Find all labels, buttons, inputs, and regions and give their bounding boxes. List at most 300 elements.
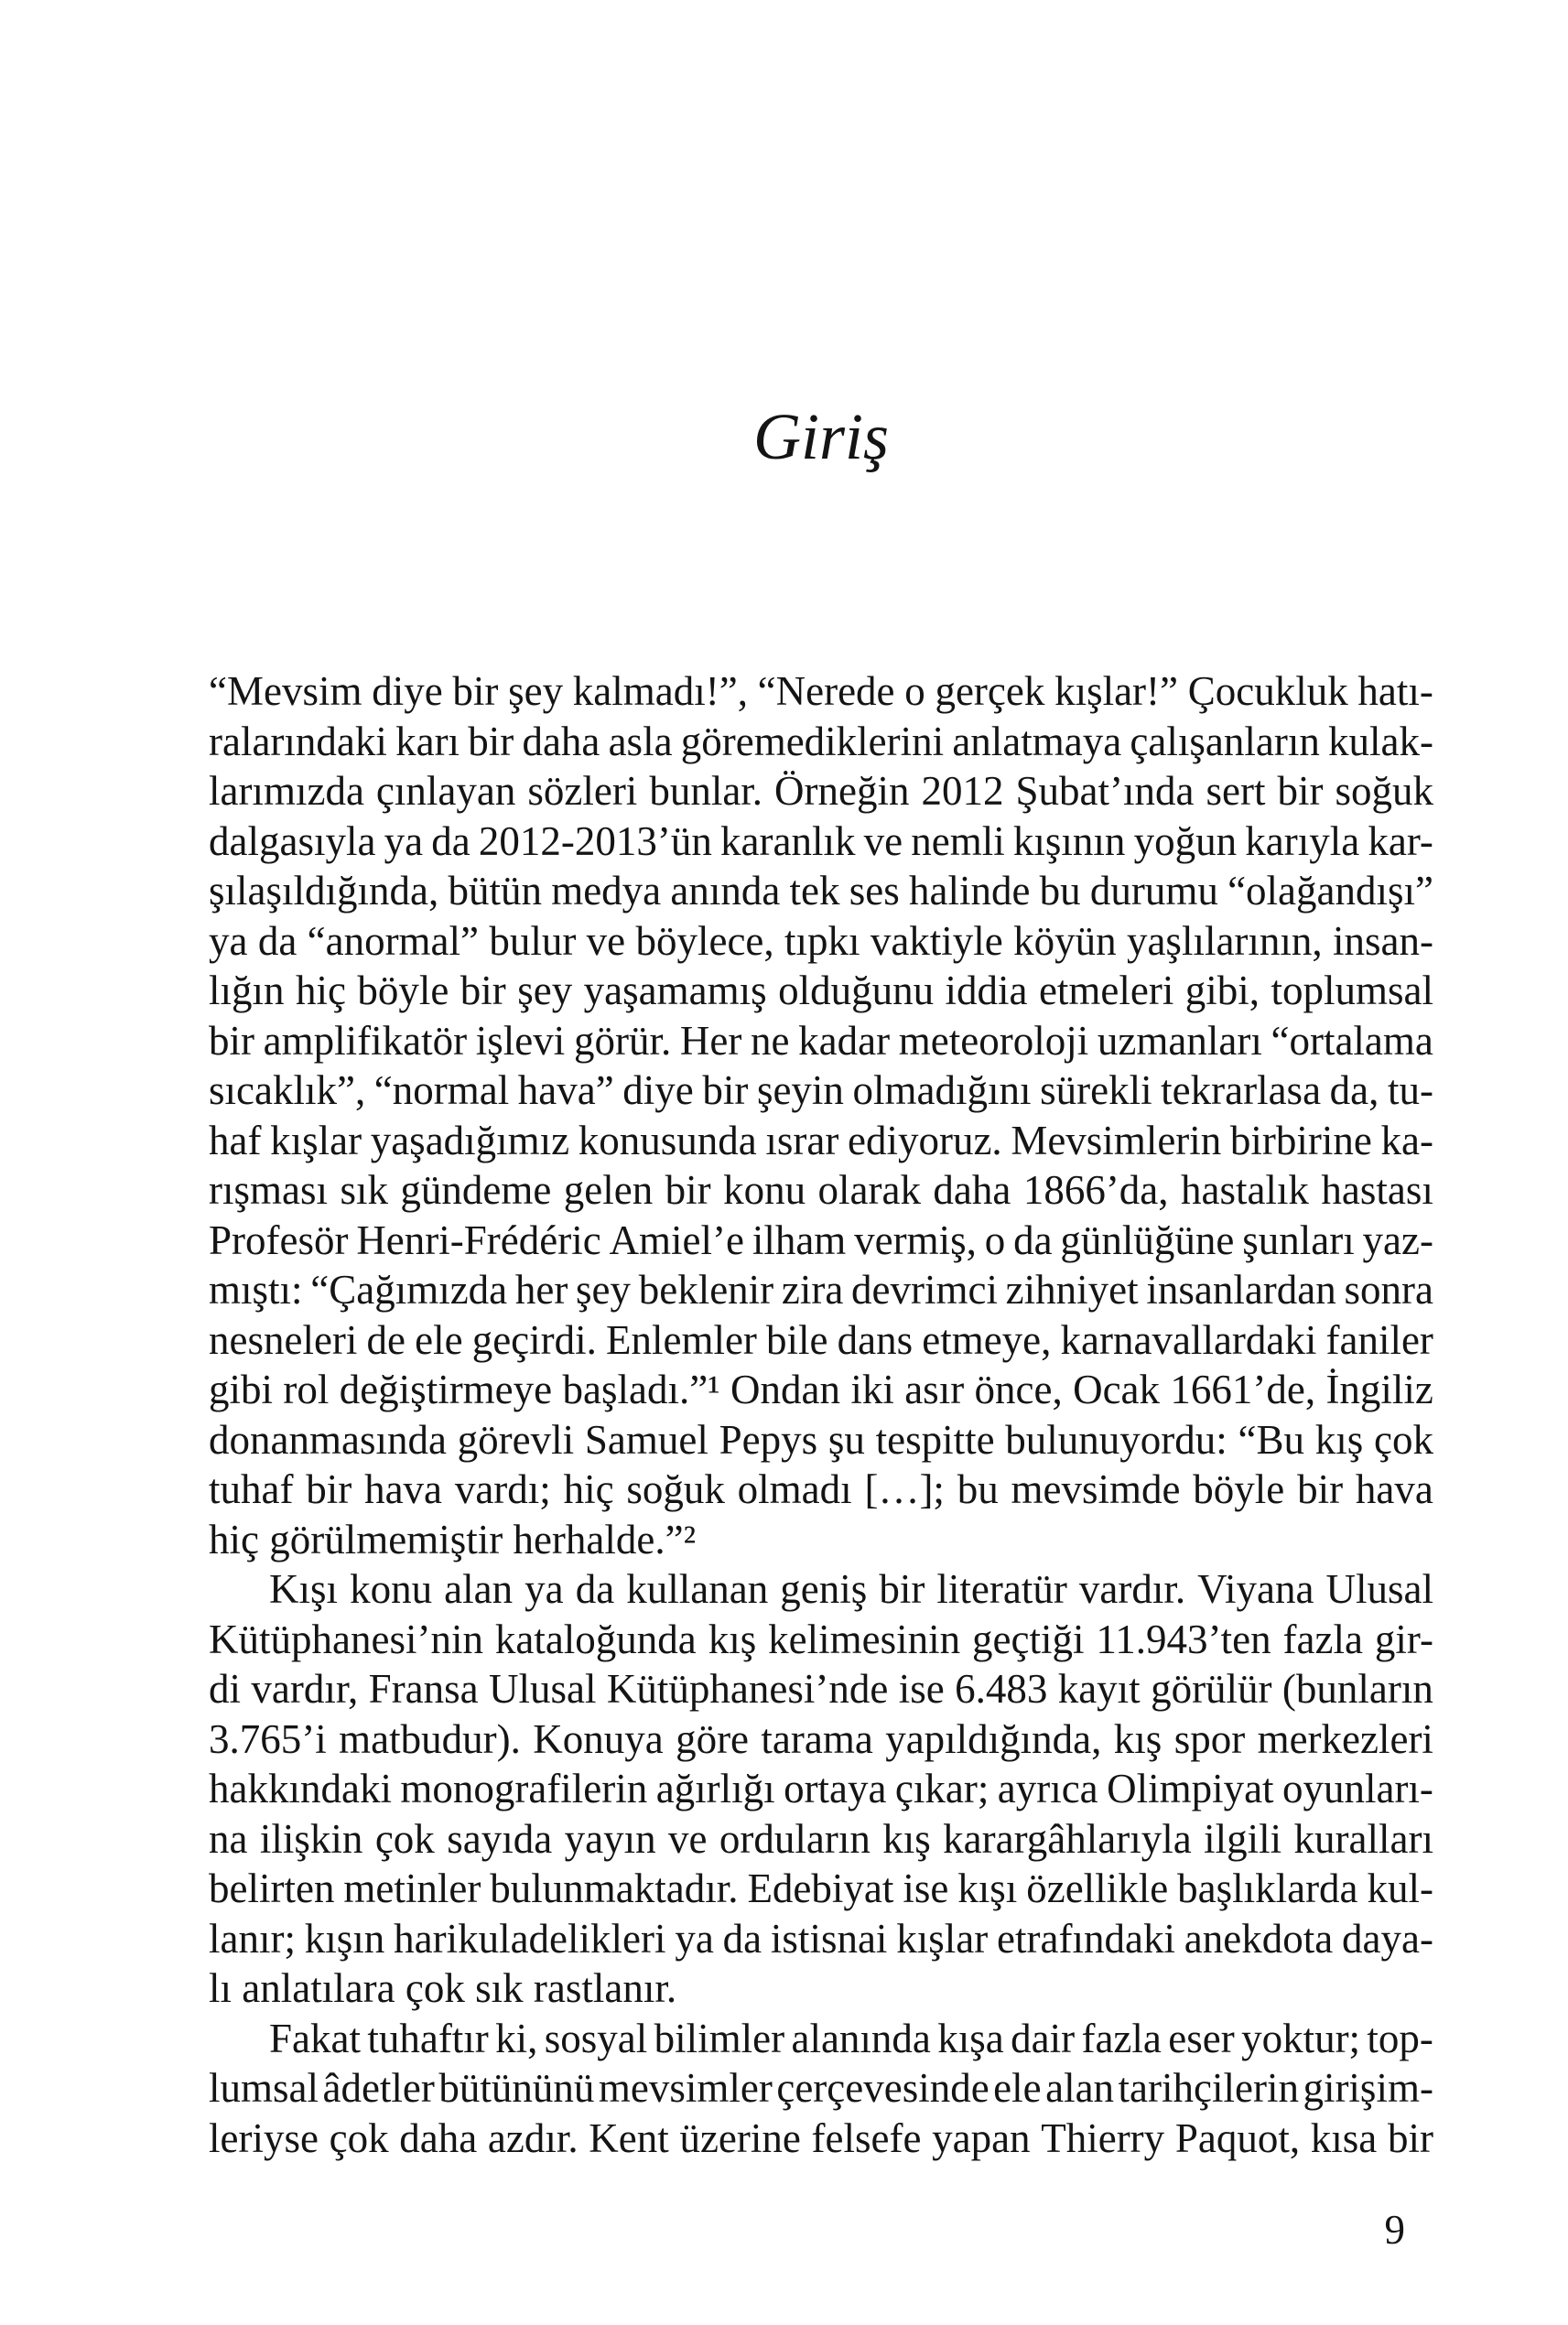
word: bulunmaktadır.	[490, 1865, 739, 1911]
word: da	[431, 817, 470, 864]
word: di	[209, 1666, 242, 1712]
word: eser	[1168, 2015, 1235, 2061]
word: kışlar	[896, 1915, 989, 1962]
word: alan	[444, 1566, 514, 1612]
body-text	[209, 666, 1433, 2163]
word: ediyoruz.	[848, 1117, 1002, 1163]
word: bulunuyordu:	[1005, 1416, 1227, 1463]
word: Edebiyat	[747, 1865, 894, 1911]
word: 3.765’i	[209, 1715, 327, 1762]
word: ki,	[495, 2015, 538, 2061]
word: böyle	[1193, 1466, 1285, 1512]
word: bu	[957, 1466, 999, 1512]
word: bir	[209, 1017, 254, 1064]
text-line: lı anlatılara çok sık rastlanır.	[209, 1965, 677, 2011]
word: diye	[622, 1067, 694, 1113]
word: sürekli	[1040, 1067, 1152, 1113]
word: bunlar.	[649, 768, 763, 814]
word: vardır.	[1078, 1566, 1186, 1612]
word: 11.943’ten	[1096, 1616, 1271, 1662]
word: Örneğin	[774, 768, 910, 814]
word: sık	[340, 1167, 388, 1213]
word: yaşamamış	[583, 968, 767, 1013]
word: haf	[209, 1117, 262, 1163]
word: ağırlığı	[655, 1766, 775, 1811]
text-line	[209, 2114, 1433, 2164]
word: durumu	[1089, 868, 1218, 914]
word: alanında	[791, 2015, 931, 2061]
word: devrimci	[851, 1267, 998, 1313]
word: azdır.	[487, 2114, 579, 2161]
word: tuhaftır	[367, 2015, 489, 2061]
word: da	[257, 917, 297, 964]
word: bütününü	[438, 2065, 595, 2111]
text-line	[209, 2063, 1433, 2114]
word: Ulusal	[489, 1666, 597, 1712]
word: bir	[1387, 2114, 1433, 2161]
word: bir	[468, 718, 514, 764]
word: felsefe	[811, 2114, 922, 2161]
word: göremediklerini	[680, 718, 945, 764]
word: toplumsal	[1271, 968, 1433, 1013]
word: ilham	[752, 1217, 847, 1263]
text-line	[209, 1016, 1433, 1066]
word: sıcaklık”,	[209, 1067, 366, 1113]
word: hastalık	[1180, 1167, 1309, 1213]
text-line	[209, 966, 1433, 1016]
word: kataloğunda	[494, 1616, 697, 1662]
word: böylece,	[635, 917, 774, 964]
word: kar-	[1368, 817, 1433, 864]
text-line	[209, 1664, 1433, 1714]
text-line	[209, 666, 1433, 717]
word: çınlayan	[375, 768, 516, 814]
word: ka-	[1380, 1117, 1433, 1163]
word: Samuel	[584, 1416, 708, 1463]
word: Enlemler	[605, 1316, 757, 1363]
page-number: 9	[1384, 2207, 1405, 2253]
word: bir	[452, 668, 499, 714]
word: 1866’da,	[1022, 1167, 1169, 1213]
paragraph	[209, 1564, 1433, 2014]
word: geçtiği	[972, 1616, 1085, 1662]
text-line	[209, 1365, 1433, 1415]
word: hakkındaki	[209, 1766, 392, 1811]
word: Kışı	[269, 1566, 339, 1612]
word: bir	[460, 968, 506, 1013]
word: bu	[1039, 868, 1081, 914]
word: yayın	[564, 1815, 656, 1862]
word: özellikle	[1026, 1865, 1169, 1911]
word: girişim-	[1303, 2065, 1433, 2111]
word: olmadı	[737, 1466, 852, 1512]
word: bir	[1297, 1466, 1344, 1512]
word: her	[514, 1267, 568, 1313]
word: köyün	[1013, 917, 1117, 964]
word: geçirdi.	[471, 1316, 597, 1363]
word: şey	[576, 1267, 632, 1313]
word: ya	[524, 1566, 564, 1612]
word: tuhaf	[209, 1466, 294, 1512]
word: yapan	[932, 2114, 1031, 2161]
word: kış	[1314, 1416, 1364, 1463]
word: daha	[522, 718, 600, 764]
paragraph	[209, 2014, 1433, 2164]
word: kuralları	[1293, 1815, 1433, 1862]
word: bilimler	[654, 2015, 785, 2061]
word: yaşlılarının,	[1126, 917, 1323, 964]
word: Henri-Frédéric	[356, 1217, 601, 1263]
word: karı	[395, 718, 460, 764]
word: sosyal	[544, 2015, 648, 2061]
word: Amiel’e	[609, 1217, 744, 1263]
word: tu-	[1387, 1067, 1433, 1113]
word: Fakat	[269, 2015, 361, 2061]
word: önce,	[974, 1367, 1063, 1412]
word: kayıt	[1057, 1666, 1141, 1712]
word: matbudur).	[339, 1715, 521, 1762]
word: leriyse	[209, 2114, 319, 2161]
word: çerçevesinde	[776, 2065, 989, 2111]
word: Çocukluk	[1187, 668, 1348, 714]
word: nesneleri	[209, 1316, 358, 1363]
word: çok	[374, 1815, 435, 1862]
word: bütün	[448, 868, 542, 914]
word: (bunların	[1281, 1666, 1433, 1712]
text-line	[209, 1465, 1433, 1515]
word: kul-	[1367, 1865, 1433, 1911]
word: kelimesinin	[768, 1616, 961, 1662]
word: âdetler	[322, 2065, 435, 2111]
word: geniş	[780, 1566, 868, 1612]
chapter-title: Giriş	[752, 400, 890, 473]
word: bir	[702, 1067, 749, 1113]
word: yoğun	[1133, 817, 1238, 864]
text-line	[209, 1216, 1433, 1266]
word: amplifikatör	[263, 1017, 468, 1064]
word: çok	[329, 2114, 389, 2161]
word: dans	[837, 1316, 914, 1363]
text-line	[209, 2014, 1433, 2064]
word: gelen	[563, 1167, 654, 1213]
word: ve	[863, 817, 903, 864]
word: yaşadığımız	[370, 1117, 570, 1163]
text-line	[209, 1764, 1433, 1814]
word: kış	[1113, 1715, 1162, 1762]
word: daya-	[1342, 1915, 1433, 1962]
word: sert	[1206, 768, 1266, 814]
word: ya	[209, 917, 248, 964]
word: ise	[903, 1865, 949, 1911]
word: şunları	[1242, 1217, 1355, 1263]
word: yaz-	[1362, 1217, 1433, 1263]
word: 6.483	[955, 1666, 1048, 1712]
word: da	[722, 1915, 762, 1962]
word: Thierry	[1041, 2114, 1165, 2161]
text-line	[209, 1564, 1433, 1615]
word: monografilerin	[400, 1766, 648, 1811]
word: ve	[586, 917, 626, 964]
text-line	[209, 1864, 1433, 1914]
word: de	[366, 1316, 406, 1363]
word: böyle	[357, 968, 449, 1013]
word: kalmadı!”,	[572, 668, 748, 714]
text-line	[209, 1415, 1433, 1465]
text-line	[209, 766, 1433, 816]
word: Paquot,	[1174, 2114, 1301, 2161]
text-line	[209, 1116, 1433, 1166]
word: bir	[306, 1466, 352, 1512]
word: hava	[1355, 1466, 1433, 1512]
text-line	[209, 1914, 1433, 1964]
word: Her	[679, 1017, 742, 1064]
word: Fransa	[368, 1666, 479, 1712]
word: göre	[676, 1715, 750, 1762]
word: belirten	[209, 1865, 335, 1911]
word: soğuk	[626, 1466, 725, 1512]
word: istisnai	[770, 1915, 888, 1962]
word: konusunda	[578, 1117, 757, 1163]
word: da	[1013, 1217, 1053, 1263]
word: tekrarlasa	[1161, 1067, 1322, 1113]
word: insan-	[1333, 917, 1433, 964]
word: Viyana	[1197, 1566, 1314, 1612]
word: görür.	[573, 1017, 672, 1064]
word: faniler	[1325, 1316, 1433, 1363]
word: nemli	[911, 817, 1005, 864]
text-line	[209, 1165, 1433, 1216]
word: iddia	[945, 968, 1028, 1013]
word: Ulusal	[1325, 1566, 1433, 1612]
word: başladı.”¹	[562, 1367, 720, 1412]
word: iki	[850, 1367, 894, 1412]
word: görülür	[1151, 1666, 1272, 1712]
text-line	[209, 1315, 1433, 1366]
word: rışması	[209, 1167, 328, 1213]
word: ise	[898, 1666, 945, 1712]
word: donanmasında	[209, 1416, 447, 1463]
word: da,	[1329, 1067, 1379, 1113]
text-line	[209, 1814, 1433, 1865]
word: ele	[993, 2065, 1042, 2111]
word: ayrıca	[997, 1766, 1098, 1811]
word: medya	[551, 868, 662, 914]
word: ilgili	[1204, 1815, 1282, 1862]
word: tek	[789, 868, 840, 914]
word: zihniyet	[1005, 1267, 1139, 1313]
word: lumsal	[209, 2065, 319, 2111]
word: dalgasıyla	[209, 817, 376, 864]
text-line	[209, 1265, 1433, 1315]
word: “anormal”	[307, 917, 480, 964]
word: beklenir	[638, 1267, 774, 1313]
word: karnavallardaki	[1060, 1316, 1317, 1363]
word: vermiş,	[854, 1217, 977, 1263]
word: gibi	[209, 1367, 274, 1412]
word: lanır;	[209, 1915, 296, 1962]
word: oyunları-	[1281, 1766, 1433, 1811]
word: harikuladelikleri	[394, 1915, 666, 1962]
word: hava”	[517, 1067, 614, 1113]
word: kış	[882, 1815, 931, 1862]
word: gibi,	[1184, 968, 1260, 1013]
word: Kütüphanesi’nin	[209, 1616, 483, 1662]
word: Kütüphanesi’nde	[606, 1666, 889, 1712]
word: orduların	[719, 1815, 871, 1862]
word: sonra	[1344, 1267, 1433, 1313]
word: etmeye,	[922, 1316, 1052, 1363]
word: İngiliz	[1325, 1367, 1433, 1412]
word: asla	[608, 718, 673, 764]
word: şey	[508, 668, 564, 714]
word: sayıda	[447, 1815, 553, 1862]
word: sözleri	[527, 768, 638, 814]
word: “Çağımızda	[310, 1267, 508, 1313]
word: Şubat’ında	[1015, 768, 1195, 814]
word: larımızda	[209, 768, 364, 814]
word: “olağandışı”	[1227, 868, 1433, 914]
word: kulak-	[1328, 718, 1433, 764]
word: karıyla	[1245, 817, 1360, 864]
word: hiç	[563, 1466, 614, 1512]
word: çalışanların	[1130, 718, 1320, 764]
word: soğuk	[1335, 768, 1433, 814]
word: na	[209, 1815, 248, 1862]
word: 2012	[921, 768, 1004, 814]
word: görevli	[457, 1416, 575, 1463]
word: ortaya	[784, 1766, 887, 1811]
word: […];	[864, 1466, 945, 1512]
word: kadar	[798, 1017, 891, 1064]
word: vardı;	[454, 1466, 551, 1512]
word: “Bu	[1238, 1416, 1305, 1463]
word: daha	[933, 1167, 1011, 1213]
word: dair	[1011, 2015, 1076, 2061]
word: değiştirmeye	[339, 1367, 553, 1412]
word: başlıklarda	[1177, 1865, 1358, 1911]
word: bir	[1277, 768, 1324, 814]
word: hiç	[295, 968, 346, 1013]
text-line	[209, 816, 1433, 867]
word: kışlar	[270, 1117, 362, 1163]
word: alan	[1045, 2065, 1115, 2111]
word: Profesör	[209, 1217, 349, 1263]
word: tarama	[761, 1715, 873, 1762]
word: Mevsimlerin	[1011, 1117, 1222, 1163]
text-line: hiç görülmemiştir herhalde.”²	[209, 1516, 697, 1563]
text-line	[209, 1714, 1433, 1765]
word: hastası	[1321, 1167, 1433, 1213]
word: Ocak	[1073, 1367, 1161, 1412]
word: gerçek	[935, 668, 1045, 714]
word: halinde	[908, 868, 1031, 914]
word: çıkar;	[894, 1766, 989, 1811]
word: “Mevsim	[209, 668, 362, 714]
word: ralarındaki	[209, 718, 387, 764]
word: metinler	[343, 1865, 481, 1911]
word: “Nerede	[757, 668, 895, 714]
word: spor	[1173, 1715, 1246, 1762]
word: konu	[350, 1566, 433, 1612]
word: ya	[675, 1915, 714, 1962]
text-line	[209, 866, 1433, 916]
word: şılaşıldığında,	[209, 868, 439, 914]
word: tarihçilerin	[1118, 2065, 1299, 2111]
word: vardır,	[251, 1666, 359, 1712]
word: Konuya	[533, 1715, 664, 1762]
word: kısa	[1310, 2114, 1378, 2161]
word: mevsimler	[598, 2065, 773, 2111]
word: kışı	[957, 1865, 1018, 1911]
word: mıştı:	[209, 1267, 303, 1313]
word: Pepys	[719, 1416, 818, 1463]
word: zira	[781, 1267, 844, 1313]
text-line	[209, 717, 1433, 767]
word: uzmanları	[1097, 1017, 1262, 1064]
word: yoktur;	[1241, 2015, 1361, 2061]
word: tespitte	[875, 1416, 995, 1463]
word: kışa	[937, 2015, 1004, 2061]
word: şeyin	[756, 1067, 844, 1113]
word: ele	[415, 1316, 463, 1363]
word: literatür	[936, 1566, 1067, 1612]
word: anlatmaya	[952, 718, 1122, 764]
word: insanlardan	[1146, 1267, 1336, 1313]
word: işlevi	[475, 1017, 566, 1064]
word: ya	[384, 817, 424, 864]
word: meteoroloji	[898, 1017, 1089, 1064]
word: konu	[723, 1167, 806, 1213]
word: kış	[708, 1616, 757, 1662]
word: gir-	[1374, 1616, 1433, 1662]
word: hatı-	[1357, 668, 1433, 714]
word: 1661’de,	[1170, 1367, 1316, 1412]
word: bir	[665, 1167, 711, 1213]
word: tıpkı	[784, 917, 860, 964]
word: ve	[667, 1815, 708, 1862]
word: bulur	[489, 917, 577, 964]
text-line	[209, 1615, 1433, 1665]
word: fazla	[1081, 2015, 1162, 2061]
word: ilişkin	[259, 1815, 363, 1862]
word: diye	[372, 668, 443, 714]
word: olduğunu	[778, 968, 935, 1013]
word: yapıldığında,	[885, 1715, 1102, 1762]
word: ne	[751, 1017, 790, 1064]
word: Kent	[589, 2114, 669, 2161]
word: bir	[879, 1566, 925, 1612]
word: “ortalama	[1271, 1017, 1433, 1064]
word: çok	[1374, 1416, 1433, 1463]
word: asır	[904, 1367, 965, 1412]
word: kışın	[304, 1915, 385, 1962]
word: merkezleri	[1257, 1715, 1433, 1762]
word: üzerine	[679, 2114, 801, 2161]
word: ses	[849, 868, 900, 914]
word: karargâhlarıyla	[943, 1815, 1192, 1862]
text-line	[209, 1065, 1433, 1116]
word: anekdota	[1184, 1915, 1334, 1962]
word: fazla	[1282, 1616, 1363, 1662]
word: vaktiyle	[870, 917, 1003, 964]
word: şey	[517, 968, 573, 1013]
word: etrafındaki	[997, 1915, 1175, 1962]
word: kışının	[1012, 817, 1126, 864]
word: karanlık	[720, 817, 856, 864]
word: rol	[283, 1367, 330, 1412]
word: mevsimde	[1011, 1466, 1181, 1512]
word: etmeleri	[1038, 968, 1174, 1013]
